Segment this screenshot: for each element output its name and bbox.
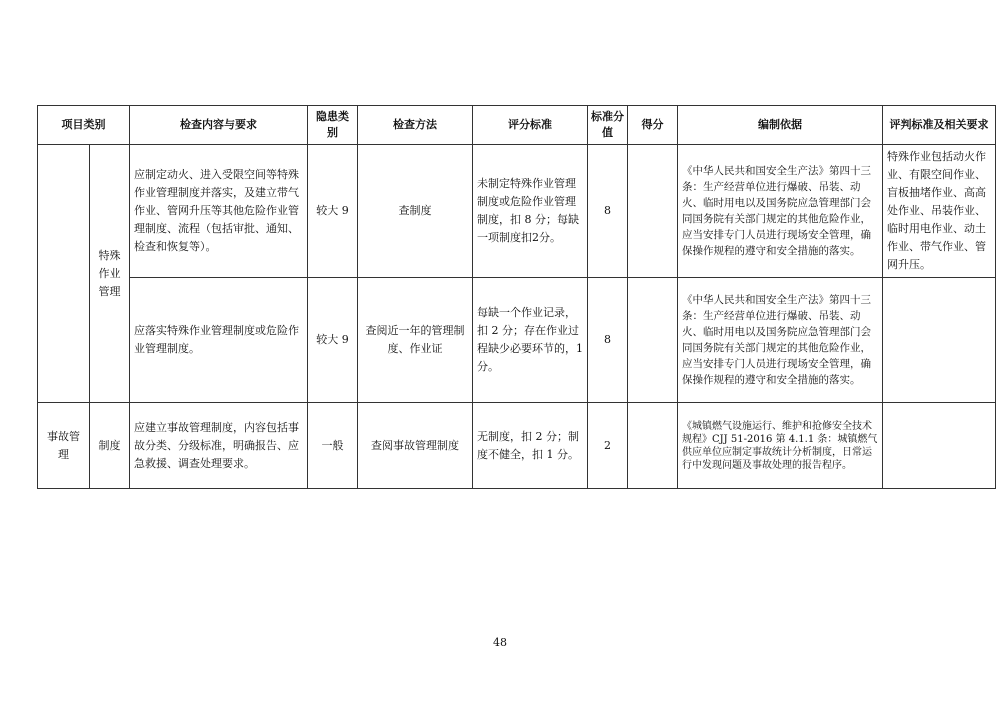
content-cell: 应建立事故管理制度，内容包括事故分类、分级标准，明确报告、应急救援、调查处理要求。 xyxy=(130,403,308,489)
method-cell: 查阅事故管理制度 xyxy=(358,403,473,489)
header-category: 项目类别 xyxy=(38,106,130,145)
table-row xyxy=(38,403,996,489)
basis-cell: 《中华人民共和国安全生产法》第四十三条：生产经营单位进行爆破、吊装、动火、临时用电以及国务院应急管理部门会同国务院有关部门规定的其他危险作业，应当安排专门人员进行现场安全管理，确保操作规程的遵守和安全措施的落实。 xyxy=(678,278,883,403)
points-cell: 8 xyxy=(588,278,628,403)
hazard-cell: 较大 9 xyxy=(308,145,358,278)
basis-cell: 《中华人民共和国安全生产法》第四十三条：生产经营单位进行爆破、吊装、动火、临时用电以及国务院应急管理部门会同国务院有关部门规定的其他危险作业，应当安排专门人员进行现场安全管理，确保操作规程的遵守和安全措施的落实。 xyxy=(678,145,883,278)
scoring-cell: 无制度，扣 2 分；制度不健全，扣 1 分。 xyxy=(473,403,588,489)
scoring-cell: 每缺一个作业记录，扣 2 分；存在作业过程缺少必要环节的，1 分。 xyxy=(473,278,588,403)
table-row xyxy=(38,145,996,278)
header-basis: 编制依据 xyxy=(678,106,883,145)
criteria-cell xyxy=(883,278,996,403)
score-cell xyxy=(628,278,678,403)
content-cell: 应制定动火、进入受限空间等特殊作业管理制度并落实，及建立带气作业、管网升压等其他危险作业管理制度、流程（包括审批、通知、检查和恢复等）。 xyxy=(130,145,308,278)
subcategory-cell: 特殊作业管理 xyxy=(90,145,130,403)
score-cell xyxy=(628,145,678,278)
criteria-cell: 特殊作业包括动火作业、有限空间作业、盲板抽堵作业、高高处作业、吊装作业、临时用电作业、动土作业、带气作业、管网升压。 xyxy=(883,145,996,278)
subcategory-cell: 制度 xyxy=(90,403,130,489)
method-cell: 查制度 xyxy=(358,145,473,278)
method-cell: 查阅近一年的管理制度、作业证 xyxy=(358,278,473,403)
header-method: 检查方法 xyxy=(358,106,473,145)
category-cell xyxy=(38,145,90,403)
hazard-cell: 一般 xyxy=(308,403,358,489)
criteria-cell xyxy=(883,403,996,489)
score-cell xyxy=(628,403,678,489)
header-criteria: 评判标准及相关要求 xyxy=(883,106,996,145)
hazard-cell: 较大 9 xyxy=(308,278,358,403)
header-row xyxy=(38,106,996,145)
header-hazard: 隐患类别 xyxy=(308,106,358,145)
points-cell: 8 xyxy=(588,145,628,278)
header-content: 检查内容与要求 xyxy=(130,106,308,145)
category-cell: 事故管理 xyxy=(38,403,90,489)
header-scoring: 评分标准 xyxy=(473,106,588,145)
header-score: 得分 xyxy=(628,106,678,145)
content-cell: 应落实特殊作业管理制度或危险作业管理制度。 xyxy=(130,278,308,403)
scoring-cell: 未制定特殊作业管理制度或危险作业管理制度，扣 8 分；每缺一项制度扣2分。 xyxy=(473,145,588,278)
table-row xyxy=(38,278,996,403)
page-number: 48 xyxy=(493,636,507,649)
basis-cell: 《城镇燃气设施运行、维护和抢修安全技术规程》CJJ 51-2016 第 4.1.1 条：城镇燃气供应单位应制定事故统计分析制度，日常运行中发现问题及事故处理的报告程序。 xyxy=(678,403,883,489)
points-cell: 2 xyxy=(588,403,628,489)
inspection-table xyxy=(37,105,996,489)
header-points: 标准分值 xyxy=(588,106,628,145)
